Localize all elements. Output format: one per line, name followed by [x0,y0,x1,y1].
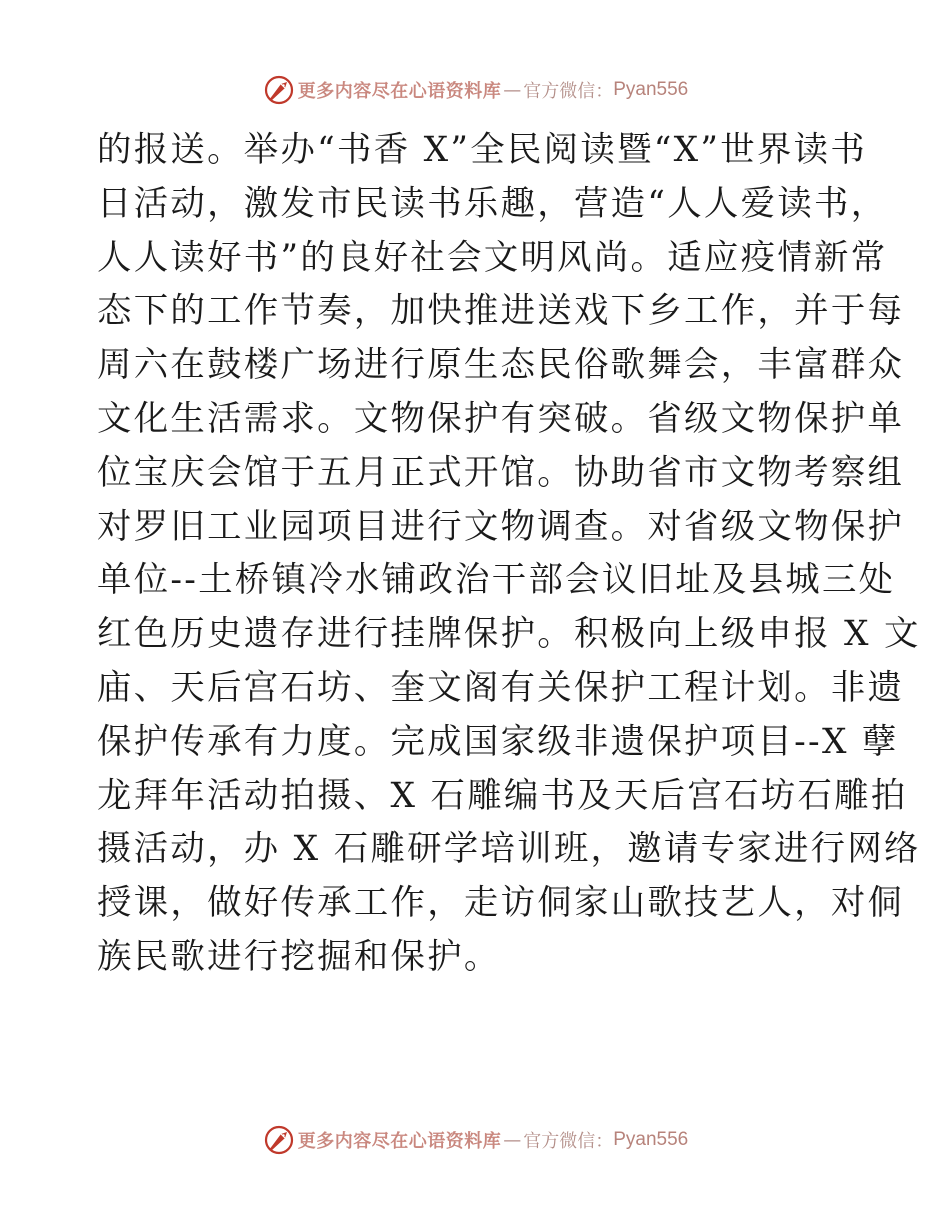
pen-nib-logo-icon [262,73,296,107]
body-line: 红色历史遗存进行挂牌保护。积极向上级申报 X 文 [97,614,921,655]
footer-banner-title: 更多内容尽在心语资料库 [297,1131,502,1152]
footer-banner-dash: — [503,1129,522,1151]
header-banner-wechat-id: Pyan556 [613,79,689,100]
footer-watermark-banner [0,1120,950,1160]
body-line: 日活动，激发市民读书乐趣，营造“人人爱读书， [97,183,888,224]
body-line: 位宝庆会馆于五月正式开馆。协助省市文物考察组 [97,452,905,493]
body-line: 文化生活需求。文物保护有突破。省级文物保护单 [97,398,905,439]
footer-banner-wechat-label: 官方微信： [523,1131,614,1152]
header-banner-wechat-label: 官方微信： [523,81,614,102]
body-line: 保护传承有力度。完成国家级非遗保护项目--X 孽 [97,721,899,762]
document-body-paragraph [97,124,921,985]
body-line: 庙、天后宫石坊、奎文阁有关保护工程计划。非遗 [97,667,905,708]
header-watermark-banner [0,70,950,110]
body-line: 周六在鼓楼广场进行原生态民俗歌舞会，丰富群众 [97,345,905,386]
body-line: 龙拜年活动拍摄、X 石雕编书及天后宫石坊石雕拍 [97,775,908,816]
body-line: 人人读好书”的良好社会文明风尚。适应疫情新常 [97,237,888,278]
pen-nib-logo-icon [262,1123,296,1157]
body-line: 摄活动，办 X 石雕研学培训班，邀请专家进行网络 [97,829,921,870]
body-line: 授课，做好传承工作，走访侗家山歌技艺人，对侗 [97,883,905,924]
body-line: 单位--土桥镇冷水铺政治干部会议旧址及县城三处 [97,560,896,601]
body-line: 态下的工作节奏，加快推进送戏下乡工作，并于每 [97,291,905,332]
body-line: 对罗旧工业园项目进行文物调查。对省级文物保护 [97,506,905,547]
footer-banner-wechat-id: Pyan556 [613,1129,689,1150]
body-line: 族民歌进行挖掘和保护。 [97,936,501,977]
header-banner-dash: — [503,79,522,101]
body-line: 的报送。举办“书香 X”全民阅读暨“X”世界读书 [97,130,868,170]
header-banner-title: 更多内容尽在心语资料库 [297,81,502,102]
